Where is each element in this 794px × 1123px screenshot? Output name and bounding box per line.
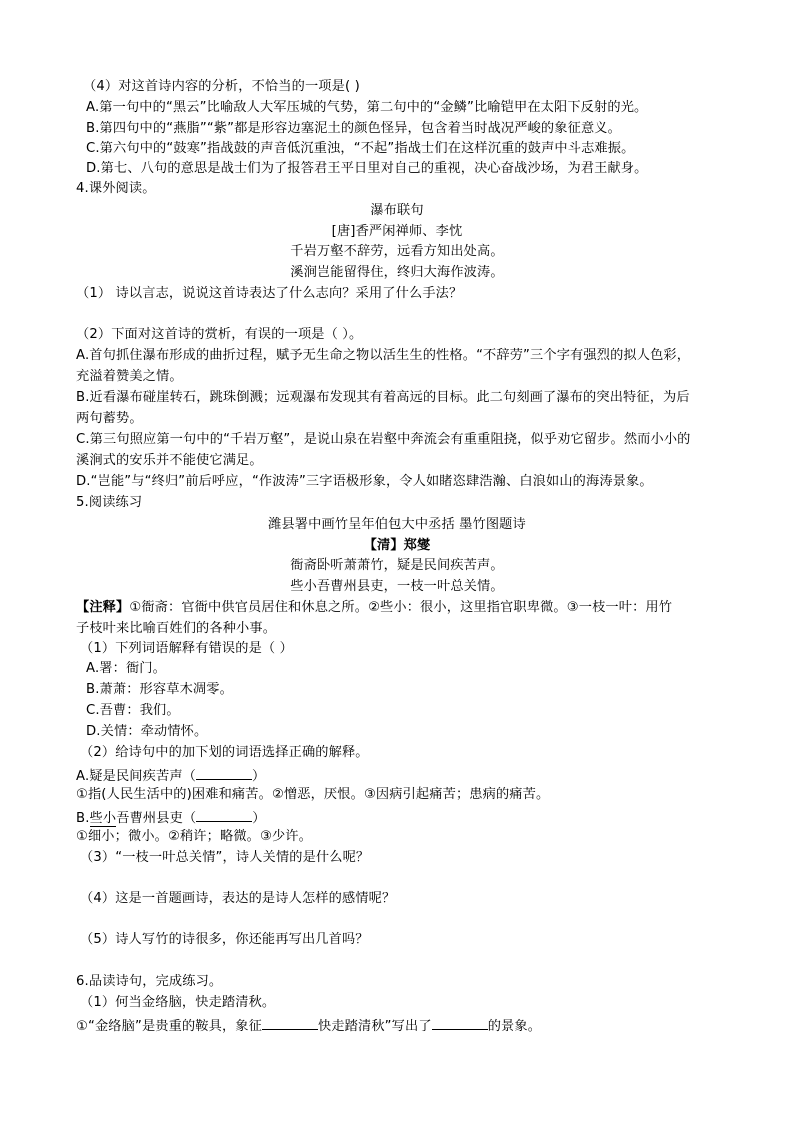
option-a-line2: 充溢着赞美之情。: [76, 369, 183, 384]
notes-label: 【注释】: [76, 600, 130, 615]
item-b-options: ①细小；微小。②稍许；略微。③少许。: [76, 829, 312, 844]
item-a: [76, 765, 265, 786]
item-a-text: A.疑是民间: [76, 769, 143, 784]
sub-question-1: （1）下列词语解释有错误的是（ ）: [80, 641, 293, 656]
sub-question-2: （2）下面对这首诗的赏析，有误的一项是（ ）。: [76, 327, 363, 342]
poem-title: 潍县署中画竹呈年伯包大中丞括 墨竹图题诗: [268, 517, 526, 532]
option-c-line1: C.第三句照应第一句中的“千岩万壑”，是说山泉在岩壑中奔流会有重重阻挠，似乎劝它留步。然而小小的: [76, 432, 691, 447]
item-b: [76, 807, 266, 828]
option-d: D.关情：牵动情怀。: [86, 724, 208, 739]
sub-question-1: （1）何当金络脑，快走踏清秋。: [80, 995, 276, 1010]
underlined-word: 疾苦: [142, 769, 170, 784]
answer-blank[interactable]: [432, 1015, 488, 1030]
section-4-heading: 4.课外阅读。: [76, 181, 156, 196]
notes-line2: 子枝叶来比喻百姓们的各种小事。: [76, 621, 277, 636]
option-a: A.署：衙门。: [86, 661, 166, 676]
option-a-line1: A.首句抓住瀑布形成的曲折过程，赋予无生命之物以活生生的性格。“不辞劳”三个字有强烈的拟人色彩，: [76, 348, 691, 363]
item-a-options: ①指(人民生活中的)困难和痛苦。②憎恶，厌恨。③因病引起痛苦；患病的痛苦。: [76, 787, 550, 802]
poem-author: 【清】郑燮: [363, 538, 431, 553]
poem-line: 溪涧岂能留得住，终归大海作波涛。: [290, 265, 504, 280]
item-b-text: B.: [76, 811, 90, 826]
sub-question-1: （1） 诗以言志，说说这首诗表达了什么志向？采用了什么手法？: [76, 286, 463, 301]
section-6-heading: 6.品读诗句，完成练习。: [76, 974, 223, 989]
notes-text: ①衙斋：官衙中供官员居住和休息之所。②些小：很小，这里指官职卑微。③一枝一叶：用竹: [129, 600, 673, 615]
poem-author: [唐]香严闲禅师、李忱: [331, 224, 463, 239]
option-b: B.萧萧：形容草木凋零。: [86, 682, 233, 697]
notes-line1: [76, 599, 672, 617]
poem-line: 千岩万壑不辞劳，远看方知出处高。: [290, 244, 504, 259]
sub-question-2: （2）给诗句中的加下划的词语选择正确的解释。: [80, 745, 369, 760]
sub-question-4: （4）这是一首题画诗，表达的是诗人怎样的感情呢？: [80, 891, 396, 906]
q4-stem: （4）对这首诗内容的分析，不恰当的一项是( ): [83, 79, 360, 94]
option-d: D.第七、八句的意思是战士们为了报答君王平日里对自己的重视，决心奋战沙场，为君王献身。: [86, 161, 648, 176]
answer-blank[interactable]: [262, 1015, 318, 1030]
item-b-text: 吾曹州县吏（: [116, 811, 197, 826]
section-5-heading: 5.阅读练习: [76, 495, 143, 510]
option-c: C.第六句中的“鼓寒”指战鼓的声音低沉重浊，“不起”指战士们在这样沉重的鼓声中斗志难振。: [86, 141, 635, 156]
fill-text: ①“金络脑”是贵重的鞍具，象征: [76, 1019, 262, 1034]
underlined-word: 些小: [89, 811, 117, 826]
fill-text: 快走踏清秋”写出了: [318, 1019, 432, 1034]
option-c: C.吾曹：我们。: [86, 703, 180, 718]
option-c-line2: 溪涧式的安乐并不能使它满足。: [76, 453, 263, 468]
fill-text: 的景象。: [487, 1019, 542, 1034]
poem-line: 衙斋卧听萧萧竹，疑是民间疾苦声。: [290, 558, 504, 573]
option-b-line2: 两句蓄势。: [76, 411, 143, 426]
poem-line: 些小吾曹州县吏，一枝一叶总关情。: [290, 579, 504, 594]
closing-paren: ）: [252, 811, 266, 826]
answer-blank[interactable]: [196, 807, 252, 822]
item-a-text: 声（: [169, 769, 197, 784]
fill-in-line: [76, 1015, 541, 1036]
closing-paren: ）: [252, 769, 266, 784]
sub-question-5: （5）诗人写竹的诗很多，你还能再写出几首吗？: [80, 932, 369, 947]
answer-blank[interactable]: [196, 765, 252, 780]
poem-title: 瀑布联句: [370, 203, 424, 218]
option-b-line1: B.近看瀑布碰崖转石，跳珠倒溅；远观瀑布发现其有着高远的目标。此二句刻画了瀑布的突出特征，为后: [76, 390, 690, 405]
sub-question-3: （3）“一枝一叶总关情”，诗人关情的是什么呢？: [80, 850, 370, 865]
option-d: D.“岂能”与“终归”前后呼应，“作波涛”三字语极形象，令人如睹恣肆浩瀚、白浪如山的海涛景象。: [76, 474, 653, 489]
option-a: A.第一句中的“黑云”比喻敌人大军压城的气势，第二句中的“金鳞”比喻铠甲在太阳下反射的光。: [86, 100, 648, 115]
option-b: B.第四句中的“燕脂”“紫”都是形容边塞泥土的颜色怪异，包含着当时战况严峻的象征意义。: [86, 121, 621, 136]
